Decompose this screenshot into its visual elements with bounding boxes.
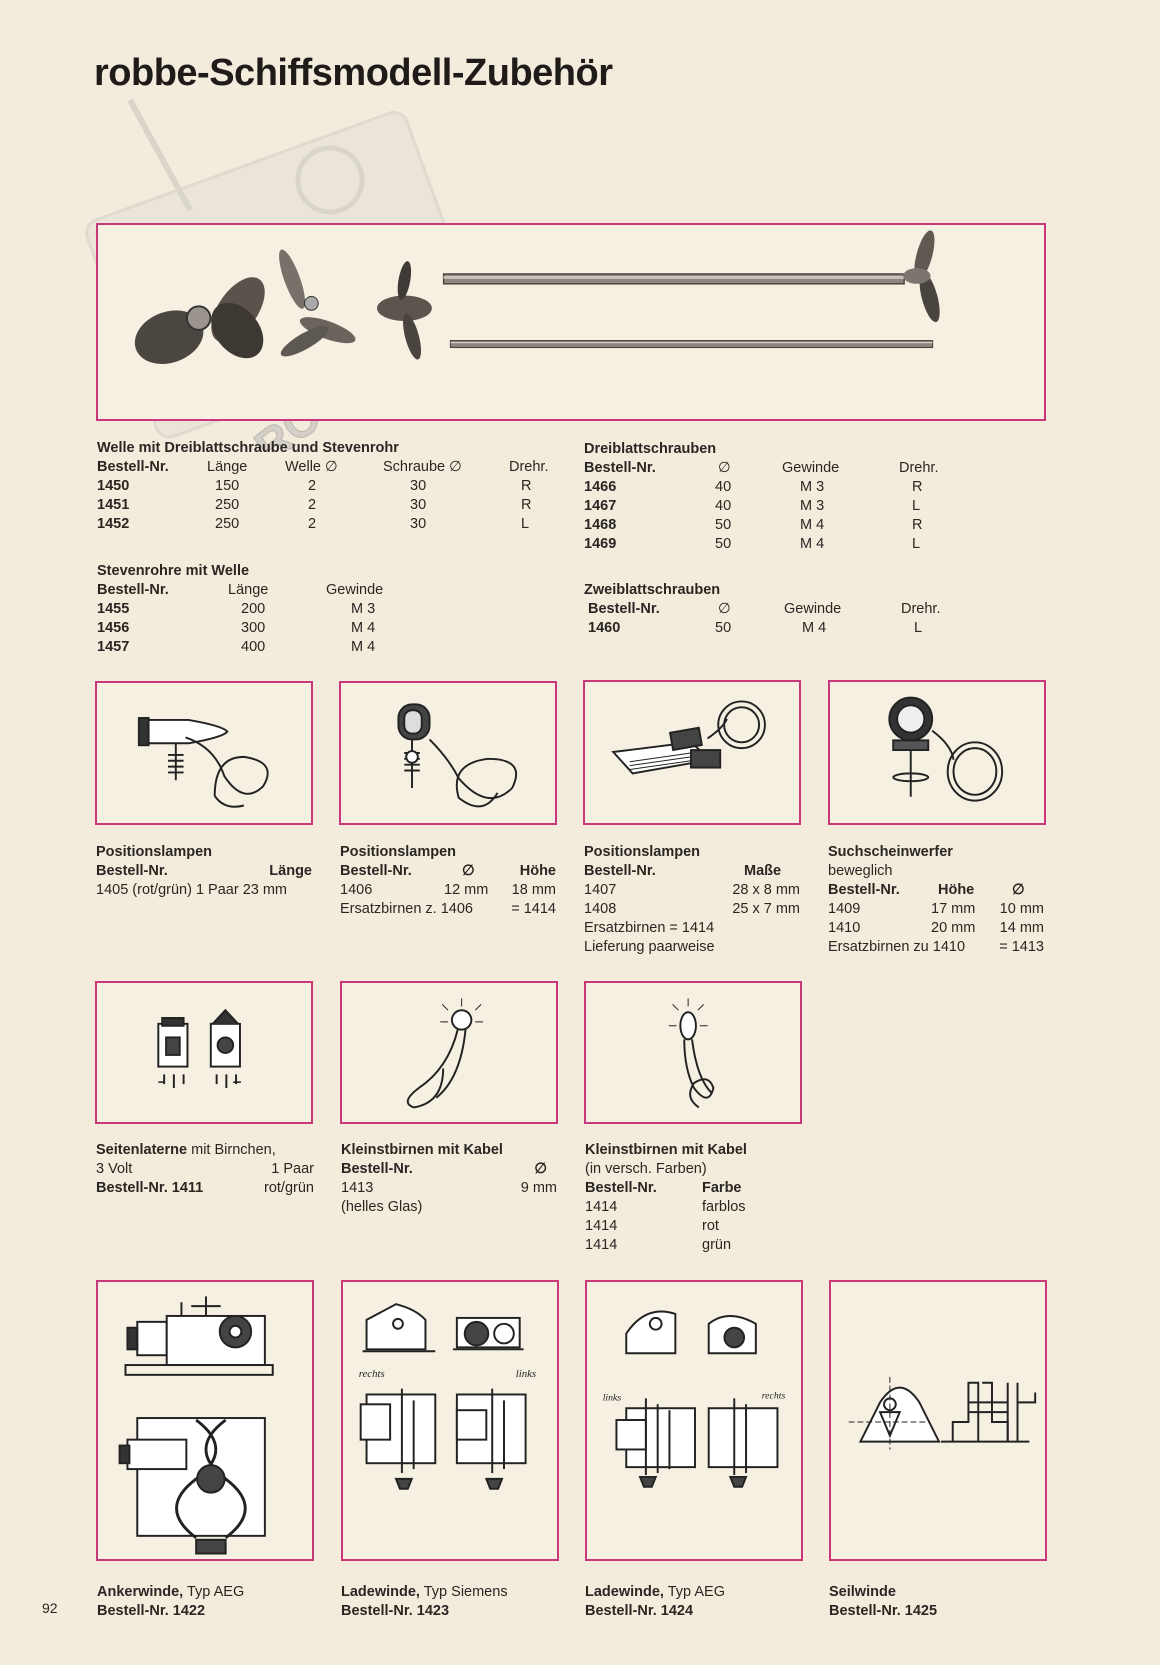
order-number: 1413 <box>341 1180 374 1196</box>
order-number: 1469 <box>584 536 617 552</box>
rope-winch-drawing <box>831 1282 1045 1559</box>
column-header: Maße <box>744 863 782 879</box>
order-number: 1406 <box>340 882 373 898</box>
left-label: links <box>515 1367 537 1380</box>
diameter: 50 <box>715 517 732 533</box>
spare-bulb-note: Ersatzbirnen zu 1410 <box>828 939 966 955</box>
column-header: Gewinde <box>782 460 840 476</box>
table-row <box>340 881 556 900</box>
caption-miniature-bulb-1414 <box>585 1141 801 1255</box>
order-number: 1407 <box>584 882 617 898</box>
order-number: Bestell-Nr. 1422 <box>97 1603 206 1619</box>
column-header: Bestell-Nr. <box>585 1180 657 1196</box>
searchlight-drawing <box>830 682 1044 823</box>
diameter: 14 mm <box>999 920 1044 936</box>
item-heading: Positionslampen <box>96 844 213 860</box>
column-header: ∅ <box>462 863 475 879</box>
table-row <box>97 496 557 515</box>
thread: M 4 <box>800 536 825 552</box>
stern-tube-table <box>97 562 417 657</box>
column-header: Bestell-Nr. <box>588 601 660 617</box>
diameter: 50 <box>715 620 732 636</box>
item-type: Typ AEG <box>187 1584 245 1600</box>
miniature-bulb-colored-drawing <box>586 983 800 1122</box>
position-lamp-1405-image-frame <box>95 681 313 825</box>
thread: M 4 <box>802 620 827 636</box>
rotation: R <box>521 478 532 494</box>
caption-cargo-winch-aeg <box>585 1583 803 1621</box>
table-row <box>828 900 1044 919</box>
item-heading: Kleinstbirnen mit Kabel <box>585 1142 747 1158</box>
right-label: rechts <box>761 1390 786 1402</box>
rotation: R <box>521 497 532 513</box>
rope-winch-image-frame <box>829 1280 1047 1561</box>
table-row <box>584 535 964 554</box>
table-heading: Zweiblattschrauben <box>584 582 721 598</box>
propeller-diameter: 30 <box>410 516 427 532</box>
length: 150 <box>215 478 240 494</box>
color: farblos <box>702 1199 746 1215</box>
column-header: Bestell-Nr. <box>97 459 169 475</box>
shaft-diameter: 2 <box>308 478 317 494</box>
delivery-note: Lieferung paarweise <box>584 939 715 955</box>
thread: M 4 <box>351 639 376 655</box>
length: 250 <box>215 516 240 532</box>
order-number: 1414 <box>585 1218 618 1234</box>
order-number: 1450 <box>97 478 130 494</box>
rotation: R <box>912 479 923 495</box>
item-subheading: (in versch. Farben) <box>585 1161 707 1177</box>
column-header: Bestell-Nr. <box>96 863 168 879</box>
position-lamp-1407-image-frame <box>583 680 801 825</box>
table-row <box>97 600 417 619</box>
page-number: 92 <box>42 1600 58 1616</box>
shaft-propeller-table <box>97 439 557 534</box>
anchor-winch-drawing <box>98 1282 312 1559</box>
rotation: L <box>914 620 923 636</box>
column-header: Höhe <box>519 863 556 879</box>
dimensions: 25 x 7 mm <box>732 901 800 917</box>
quantity: 1 Paar <box>271 1161 314 1177</box>
order-number: 1414 <box>585 1237 618 1253</box>
column-header: ∅ <box>718 460 731 476</box>
height: 18 mm <box>511 882 556 898</box>
shaft-diameter: 2 <box>308 497 317 513</box>
item-heading: Seitenlaterne <box>96 1142 188 1158</box>
order-number: 1409 <box>828 901 861 917</box>
voltage: 3 Volt <box>96 1161 133 1177</box>
item-type: Typ AEG <box>667 1584 725 1600</box>
miniature-bulb-clear-drawing <box>342 983 556 1122</box>
column-header: ∅ <box>534 1161 547 1177</box>
column-header: Bestell-Nr. <box>584 863 656 879</box>
column-header: Drehr. <box>899 460 939 476</box>
thread: M 3 <box>800 498 825 514</box>
cargo-winch-aeg-drawing <box>587 1282 801 1559</box>
table-row <box>584 619 964 638</box>
thread: M 3 <box>800 479 825 495</box>
column-header: Farbe <box>702 1180 742 1196</box>
propellers-and-shafts-image <box>98 225 1044 419</box>
side-lantern-image-frame <box>95 981 313 1124</box>
left-label: links <box>602 1392 622 1404</box>
order-number: 1457 <box>97 639 130 655</box>
height: 17 mm <box>931 901 976 917</box>
spare-bulb-note: Ersatzbirnen z. 1406 <box>340 901 473 917</box>
shaft-diameter: 2 <box>308 516 317 532</box>
table-heading: Welle mit Dreiblattschraube und Stevenrohr <box>97 440 399 456</box>
diameter: 50 <box>715 536 732 552</box>
caption-searchlight <box>828 843 1044 957</box>
table-row <box>585 1198 801 1217</box>
table-row <box>585 1236 801 1255</box>
column-header: Höhe <box>938 882 975 898</box>
item-heading: Positionslampen <box>340 844 457 860</box>
caption-position-lamp-1406 <box>340 843 556 919</box>
column-header: Bestell-Nr. <box>828 882 900 898</box>
order-number: 1455 <box>97 601 130 617</box>
order-number: Bestell-Nr. 1423 <box>341 1603 450 1619</box>
table-row <box>584 900 800 919</box>
table-row <box>584 881 800 900</box>
side-lantern-drawing <box>97 983 311 1122</box>
order-number: 1468 <box>584 517 617 533</box>
dimensions: 28 x 8 mm <box>732 882 800 898</box>
rotation: L <box>521 516 530 532</box>
table-row <box>97 515 557 534</box>
item-heading: Kleinstbirnen mit Kabel <box>341 1142 503 1158</box>
glass-note: (helles Glas) <box>341 1199 423 1215</box>
searchlight-image-frame <box>828 680 1046 825</box>
order-number: 1408 <box>584 901 617 917</box>
length: 200 <box>241 601 266 617</box>
order-number: 1451 <box>97 497 130 513</box>
item-type: Typ Siemens <box>423 1584 508 1600</box>
color: rot <box>702 1218 719 1234</box>
column-header: Bestell-Nr. <box>584 460 656 476</box>
order-number: 1452 <box>97 516 130 532</box>
order-number: 1414 <box>585 1199 618 1215</box>
item-heading: Suchscheinwerfer <box>828 844 953 860</box>
spare-bulb-note: Ersatzbirnen = 1414 <box>584 920 715 936</box>
table-row <box>341 1179 557 1198</box>
column-header: Schraube ∅ <box>383 459 462 475</box>
miniature-bulb-1414-image-frame <box>584 981 802 1124</box>
caption-anchor-winch <box>97 1583 315 1621</box>
table-row <box>584 478 964 497</box>
position-lamp-round-drawing <box>341 683 555 823</box>
table-row <box>584 516 964 535</box>
rotation: R <box>912 517 923 533</box>
diameter: 40 <box>715 479 732 495</box>
cargo-winch-siemens-drawing <box>343 1282 557 1559</box>
position-lamp-strip-drawing <box>585 682 799 823</box>
thread: M 4 <box>800 517 825 533</box>
caption-rope-winch <box>829 1583 1047 1621</box>
column-header: Länge <box>207 459 248 475</box>
order-number: 1410 <box>828 920 861 936</box>
column-header: Gewinde <box>326 582 384 598</box>
table-row <box>828 919 1044 938</box>
order-number: 1466 <box>584 479 617 495</box>
page-title: robbe-Schiffsmodell-Zubehör <box>94 52 613 94</box>
table-row <box>97 619 417 638</box>
column-header: Länge <box>269 863 312 879</box>
item-heading: Ladewinde, <box>341 1584 420 1600</box>
caption-position-lamp-1407 <box>584 843 800 957</box>
anchor-winch-image-frame <box>96 1280 314 1561</box>
order-number: 1467 <box>584 498 617 514</box>
column-header: Welle ∅ <box>285 459 338 475</box>
order-number: 1460 <box>588 620 621 636</box>
color: rot/grün <box>264 1180 314 1196</box>
propeller-diameter: 30 <box>410 478 427 494</box>
column-header: Bestell-Nr. <box>340 863 412 879</box>
column-header: Drehr. <box>901 601 941 617</box>
caption-position-lamp-1405 <box>96 843 312 900</box>
item-subheading: beweglich <box>828 863 893 879</box>
column-header: ∅ <box>718 601 731 617</box>
order-number: Bestell-Nr. 1425 <box>829 1603 938 1619</box>
item-line: 1405 (rot/grün) 1 Paar 23 mm <box>96 882 288 898</box>
item-heading: Ankerwinde, <box>97 1584 184 1600</box>
rotation: L <box>912 498 921 514</box>
table-row <box>97 477 557 496</box>
propeller-diameter: 30 <box>410 497 427 513</box>
table-heading: Stevenrohre mit Welle <box>97 563 250 579</box>
thread: M 4 <box>351 620 376 636</box>
column-header: Bestell-Nr. <box>97 582 169 598</box>
diameter: 12 mm <box>444 882 489 898</box>
column-header: Drehr. <box>509 459 549 475</box>
miniature-bulb-1413-image-frame <box>340 981 558 1124</box>
three-blade-propeller-table <box>584 440 964 554</box>
spare-bulb-number: = 1414 <box>511 901 556 917</box>
diameter: 40 <box>715 498 732 514</box>
item-heading: Positionslampen <box>584 844 701 860</box>
table-heading: Dreiblattschrauben <box>584 441 717 457</box>
item-heading-rest: mit Birnchen, <box>191 1142 276 1158</box>
color: grün <box>702 1237 732 1253</box>
caption-side-lantern <box>96 1141 314 1198</box>
diameter: 10 mm <box>999 901 1044 917</box>
caption-miniature-bulb-1413 <box>341 1141 557 1217</box>
two-blade-propeller-table <box>584 581 964 638</box>
table-row <box>97 638 417 657</box>
column-header: ∅ <box>1012 882 1025 898</box>
diameter: 9 mm <box>520 1180 557 1196</box>
cargo-winch-aeg-image-frame <box>585 1280 803 1561</box>
thread: M 3 <box>351 601 376 617</box>
column-header: Gewinde <box>784 601 842 617</box>
length: 250 <box>215 497 240 513</box>
height: 20 mm <box>931 920 976 936</box>
cargo-winch-siemens-image-frame <box>341 1280 559 1561</box>
table-row <box>584 497 964 516</box>
caption-cargo-winch-siemens <box>341 1583 559 1621</box>
rotation: L <box>912 536 921 552</box>
table-row <box>585 1217 801 1236</box>
order-number: Bestell-Nr. 1411 <box>96 1180 204 1196</box>
column-header: Bestell-Nr. <box>341 1161 413 1177</box>
order-number: Bestell-Nr. 1424 <box>585 1603 694 1619</box>
propeller-photo-frame <box>96 223 1046 421</box>
spare-bulb-number: = 1413 <box>999 939 1044 955</box>
column-header: Länge <box>228 582 269 598</box>
right-label: rechts <box>358 1367 385 1380</box>
item-heading: Seilwinde <box>829 1584 896 1600</box>
position-lamp-bullet-drawing <box>97 683 311 823</box>
length: 300 <box>241 620 266 636</box>
item-heading: Ladewinde, <box>585 1584 664 1600</box>
position-lamp-1406-image-frame <box>339 681 557 825</box>
length: 400 <box>241 639 266 655</box>
order-number: 1456 <box>97 620 130 636</box>
